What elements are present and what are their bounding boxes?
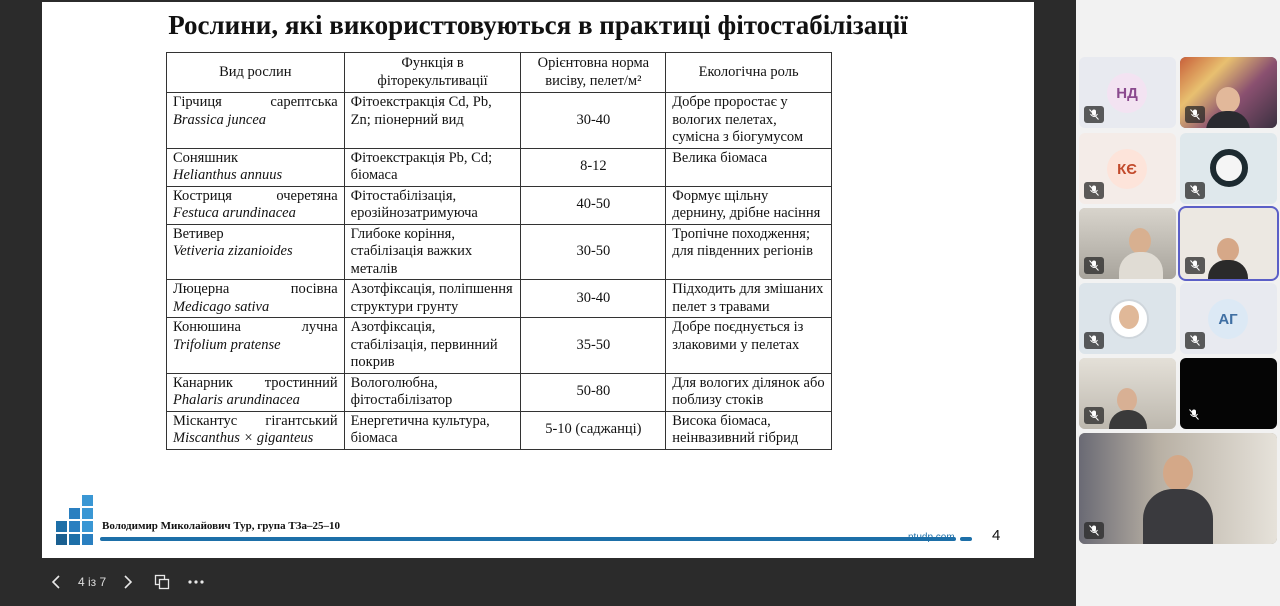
university-logo-icon	[56, 495, 94, 545]
avatar-face	[1119, 305, 1139, 329]
species-name-ua: Конюшина лучна	[173, 319, 338, 335]
page-indicator: 4 із 7	[78, 575, 107, 589]
mic-off-icon	[1185, 332, 1205, 349]
participant-tile[interactable]	[1079, 283, 1176, 354]
header-role: Екологічна роль	[666, 53, 832, 93]
participant-tile[interactable]	[1079, 208, 1176, 279]
cell-species	[167, 373, 345, 411]
chevron-left-icon[interactable]	[42, 568, 70, 596]
avatar	[1217, 238, 1239, 262]
table-row	[167, 186, 832, 224]
cell-norm: 50-80	[521, 373, 666, 411]
avatar	[1117, 388, 1137, 412]
avatar	[1163, 455, 1193, 491]
cell-species	[167, 280, 345, 318]
cell-norm: 35-50	[521, 318, 666, 374]
mic-off-icon	[1084, 522, 1104, 539]
footer-author: Володимир Миколайович Тур, група ТЗа–25–10	[102, 520, 340, 532]
table-row	[167, 373, 832, 411]
mic-off-icon	[1184, 406, 1204, 423]
participant-tile[interactable]	[1180, 133, 1277, 204]
slide	[42, 2, 1034, 558]
mic-off-icon	[1185, 106, 1205, 123]
species-name-latin: Medicago sativa	[173, 298, 270, 315]
cell-norm: 30-40	[521, 280, 666, 318]
more-icon[interactable]	[182, 568, 210, 596]
species-name-ua: Гірчиця сарептська	[173, 94, 338, 110]
avatar	[1129, 228, 1151, 254]
avatar: КЄ	[1107, 149, 1147, 189]
slide-number: 4	[992, 527, 1001, 544]
cell-norm: 30-40	[521, 93, 666, 149]
cell-role: Формує щільну дернину, дрібне насіння	[666, 186, 832, 224]
avatar: АГ	[1208, 299, 1248, 339]
species-name-latin: Helianthus annuus	[173, 167, 283, 183]
participant-tile[interactable]	[1180, 283, 1277, 354]
avatar	[1216, 87, 1240, 113]
species-name-ua: Міскантус гігантський	[173, 412, 338, 429]
species-name-latin: Trifolium pratense	[173, 336, 281, 353]
cell-species	[167, 148, 345, 186]
cell-role: Висока біомаса, неінвазивний гібрид	[666, 411, 832, 449]
species-name-ua: Костриця очеретяна	[173, 187, 338, 204]
mic-off-icon	[1084, 332, 1104, 349]
table-row	[167, 93, 832, 149]
chevron-right-icon[interactable]	[114, 568, 142, 596]
footer-divider-end	[960, 537, 972, 541]
mic-off-icon	[1084, 407, 1104, 424]
participants-panel	[1076, 0, 1280, 606]
participant-tile-active[interactable]	[1180, 208, 1277, 279]
participant-tile[interactable]	[1180, 57, 1277, 128]
participant-tile[interactable]	[1079, 57, 1176, 128]
table-row	[167, 318, 832, 374]
participant-body	[1143, 489, 1213, 544]
avatar	[1210, 149, 1248, 187]
cell-norm: 5-10 (саджанці)	[521, 411, 666, 449]
cell-function: Фітоекстракція Cd, Pb, Zn; піонерний вид	[344, 93, 521, 149]
cell-role: Добре проростає у вологих пелетах, сумісна з біогумусом	[666, 93, 832, 149]
cell-species	[167, 186, 345, 224]
header-function: Функція в фіторекультивації	[344, 53, 521, 93]
participant-tile[interactable]	[1079, 133, 1176, 204]
cell-species	[167, 318, 345, 374]
table-row	[167, 280, 832, 318]
species-name-ua: Соняшник	[173, 149, 239, 166]
cell-function: Вологолюбна, фітостабілізатор	[344, 373, 521, 411]
mic-off-icon	[1185, 182, 1205, 199]
header-norm: Орієнтовна норма висіву, пелет/м²	[521, 53, 666, 93]
participant-tile[interactable]	[1079, 358, 1176, 429]
species-name-latin: Miscanthus × giganteus	[173, 430, 314, 446]
cell-norm: 30-50	[521, 224, 666, 280]
cell-norm: 8-12	[521, 148, 666, 186]
footer-site: ntudp.com	[908, 532, 955, 543]
mic-off-icon	[1084, 257, 1104, 274]
mic-off-icon	[1084, 106, 1104, 123]
cell-function: Енергетична культура, біомаса	[344, 411, 521, 449]
cell-role: Велика біомаса	[666, 148, 832, 186]
cell-function: Фітостабілізація, ерозійнозатримуюча	[344, 186, 521, 224]
species-name-ua: Ветивер	[173, 225, 224, 242]
footer-divider	[100, 537, 956, 541]
mic-off-icon	[1185, 257, 1205, 274]
cell-species	[167, 93, 345, 149]
table-row	[167, 148, 832, 186]
slide-title: Рослини, які використтовуються в практиці фітостабілізації	[168, 10, 908, 40]
cell-role: Для вологих ділянок або поблизу стоків	[666, 373, 832, 411]
header-species: Вид рослин	[167, 53, 345, 93]
presentation-toolbar	[42, 565, 210, 599]
cell-species	[167, 411, 345, 449]
avatar: НД	[1107, 73, 1147, 113]
participant-tile-large[interactable]	[1079, 433, 1277, 544]
mic-off-icon	[1084, 182, 1104, 199]
plants-table	[166, 52, 832, 450]
cell-role: Підходить для змішаних пелет з травами	[666, 280, 832, 318]
cell-norm: 40-50	[521, 186, 666, 224]
cell-function: Азотфіксація, поліпшення структури грунту	[344, 280, 521, 318]
table-row	[167, 411, 832, 449]
species-name-latin: Brassica juncea	[173, 111, 267, 128]
species-name-ua: Канарник тростинний	[173, 374, 338, 391]
participant-tile[interactable]	[1180, 358, 1277, 429]
species-name-latin: Festuca arundinacea	[173, 205, 296, 221]
cell-species	[167, 224, 345, 280]
participant-body	[1208, 260, 1248, 279]
cell-role: Добре поєднується із злаковими у пелетах	[666, 318, 832, 374]
cell-function: Глибоке коріння, стабілізація важких металів	[344, 224, 521, 280]
species-name-latin: Vetiveria zizanioides	[173, 243, 293, 259]
species-name-latin: Phalaris arundinacea	[173, 392, 300, 408]
thumbnails-icon[interactable]	[148, 568, 176, 596]
cell-function: Фітоекстракція Pb, Cd; біомаса	[344, 148, 521, 186]
species-name-ua: Люцерна посівна	[173, 281, 338, 297]
cell-function: Азотфіксація, стабілізація, первинний покрив	[344, 318, 521, 374]
cell-role: Тропічне походження; для південних регіонів	[666, 224, 832, 280]
table-header-row	[167, 53, 832, 93]
table-row	[167, 224, 832, 280]
